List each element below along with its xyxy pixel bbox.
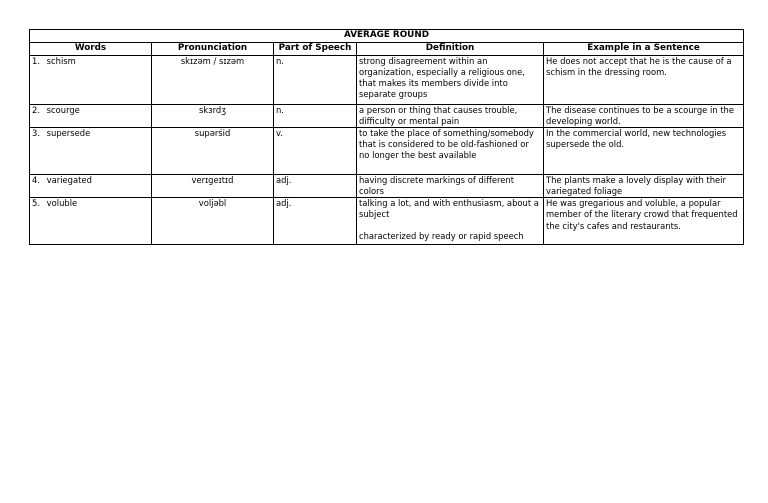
definition-cell: a person or thing that causes trouble, difficulty or mental pain — [357, 105, 544, 128]
row-number: 3. — [32, 128, 40, 139]
row-number: 4. — [32, 175, 40, 186]
word-cell — [30, 105, 152, 128]
word: voluble — [46, 198, 78, 209]
word-cell — [30, 56, 152, 105]
part-of-speech-cell: v. — [274, 128, 357, 175]
example-cell: The plants make a lovely display with their variegated foliage — [544, 175, 744, 198]
word-cell — [30, 128, 152, 175]
pronunciation-cell: supərśid — [152, 128, 274, 175]
table-row — [30, 105, 744, 128]
word-cell — [30, 175, 152, 198]
word: schism — [46, 56, 76, 66]
definition-spacer — [359, 221, 541, 231]
table-row — [30, 56, 744, 105]
example-cell: In the commercial world, new technologies supersede the old. — [544, 128, 744, 175]
row-number: 2. — [32, 105, 40, 115]
header-definition: Definition — [357, 43, 544, 56]
header-part-of-speech: Part of Speech — [274, 43, 357, 56]
word: supersede — [46, 128, 91, 139]
vocabulary-table — [29, 29, 744, 245]
header-pronunciation: Pronunciation — [152, 43, 274, 56]
table-title: AVERAGE ROUND — [30, 30, 744, 43]
table-row — [30, 198, 744, 245]
part-of-speech-cell: n. — [274, 105, 357, 128]
example-cell: The disease continues to be a scourge in the developing world. — [544, 105, 744, 128]
pronunciation-cell: skɜrdʒ — [152, 105, 274, 128]
pronunciation-cell: verɪgeɪtɪd — [152, 175, 274, 198]
part-of-speech-cell: adj. — [274, 175, 357, 198]
row-number: 5. — [32, 198, 40, 209]
definition-cell: having discrete markings of different colors — [357, 175, 544, 198]
document-page — [29, 29, 743, 245]
pronunciation-cell: voljəbl — [152, 198, 274, 245]
example-cell: He does not accept that he is the cause of a schism in the dressing room. — [544, 56, 744, 105]
word-cell — [30, 198, 152, 245]
table-row — [30, 175, 744, 198]
definition-line: characterized by ready or rapid speech — [359, 230, 524, 241]
table-row — [30, 128, 744, 175]
pronunciation-cell: skɪzəm / sɪzəm — [152, 56, 274, 105]
part-of-speech-cell: adj. — [274, 198, 357, 245]
definition-cell — [357, 198, 544, 245]
definition-cell: to take the place of something/somebody that is considered to be old-fashioned or no longer the best available — [357, 128, 544, 175]
header-words: Words — [30, 43, 152, 56]
header-example: Example in a Sentence — [544, 43, 744, 56]
example-cell: He was gregarious and voluble, a popular member of the literary crowd that frequented the city's cafes and restaurants. — [544, 198, 744, 245]
row-number: 1. — [32, 56, 40, 66]
definition-cell: strong disagreement within an organization, especially a religious one, that makes its members divide into separate groups — [357, 56, 544, 105]
definition-line: talking a lot, and with enthusiasm, about a subject — [359, 198, 539, 220]
part-of-speech-cell: n. — [274, 56, 357, 105]
word: scourge — [46, 105, 80, 115]
word: variegated — [46, 175, 92, 186]
